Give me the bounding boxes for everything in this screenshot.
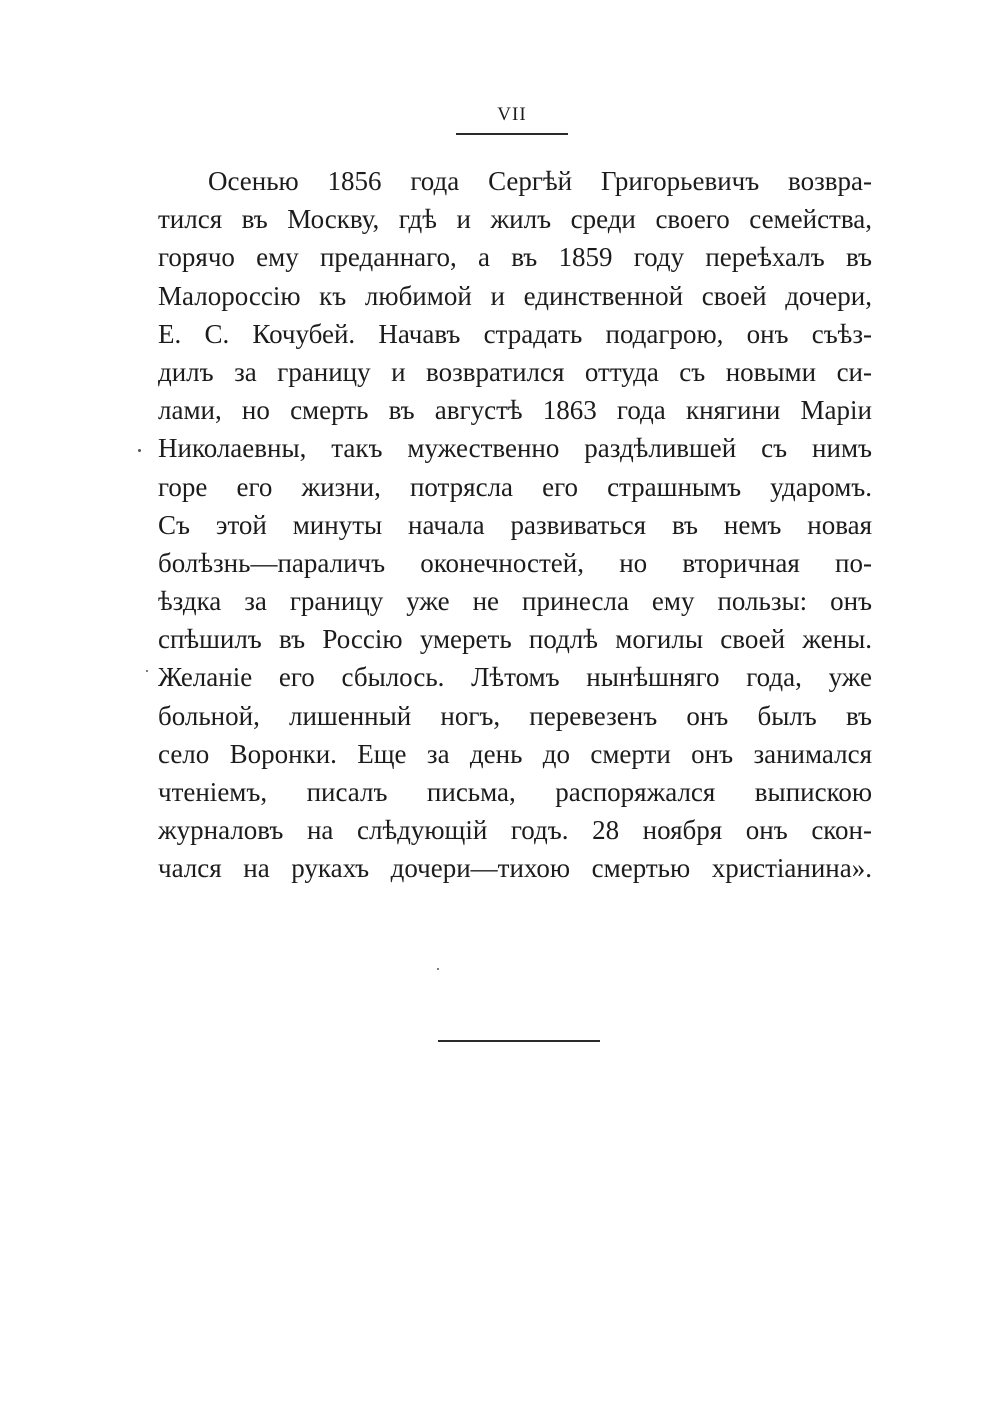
text-line: Желаніе его сбылось. Лѣтомъ нынѣшняго года, уже [158,662,872,693]
text-line: больной, лишенный ногъ, перевезенъ онъ былъ въ [158,700,872,731]
text-line: дилъ за границу и возвратился оттуда съ новыми си- [158,356,872,387]
text-line: тился въ Москву, гдѣ и жилъ среди своего семейства, [158,204,872,235]
text-line: Малороссію къ любимой и единственной своей дочери, [158,280,872,311]
text-line: горячо ему преданнаго, а въ 1859 году переѣхалъ въ [158,242,872,273]
print-speck [138,449,141,452]
text-line: Николаевны, такъ мужественно раздѣлившей съ нимъ [158,433,872,464]
end-rule [438,1040,600,1042]
text-line: спѣшилъ въ Россію умереть подлѣ могилы своей жены. [158,624,872,655]
print-speck [146,670,148,672]
text-line: Е. С. Кочубей. Начавъ страдать подагрою, онъ съѣз- [158,318,872,349]
text-line: болѣзнь—параличъ оконечностей, но вторичная по- [158,547,872,578]
text-line: чался на рукахъ дочери—тихою смертью христіанина». [158,853,872,884]
text-line: журналовъ на слѣдующій годъ. 28 ноября онъ скон- [158,815,872,846]
text-line: село Воронки. Еще за день до смерти онъ занимался [158,738,872,769]
header-rule [456,133,568,135]
text-line: Осенью 1856 года Сергѣй Григорьевичъ возвра- [208,166,872,196]
page-number: VII [497,104,527,125]
print-speck [437,968,439,970]
text-line: Съ этой минуты начала развиваться въ немъ новая [158,509,872,540]
paragraph [158,162,872,888]
text-line: чтеніемъ, писалъ письма, распоряжался выпискою [158,777,872,807]
text-line: лами, но смерть въ августѣ 1863 года княгини Маріи [158,395,872,426]
text-line: горе его жизни, потрясла его страшнымъ ударомъ. [158,471,872,502]
text-line: ѣздка за границу уже не принесла ему пользы: онъ [158,586,872,617]
